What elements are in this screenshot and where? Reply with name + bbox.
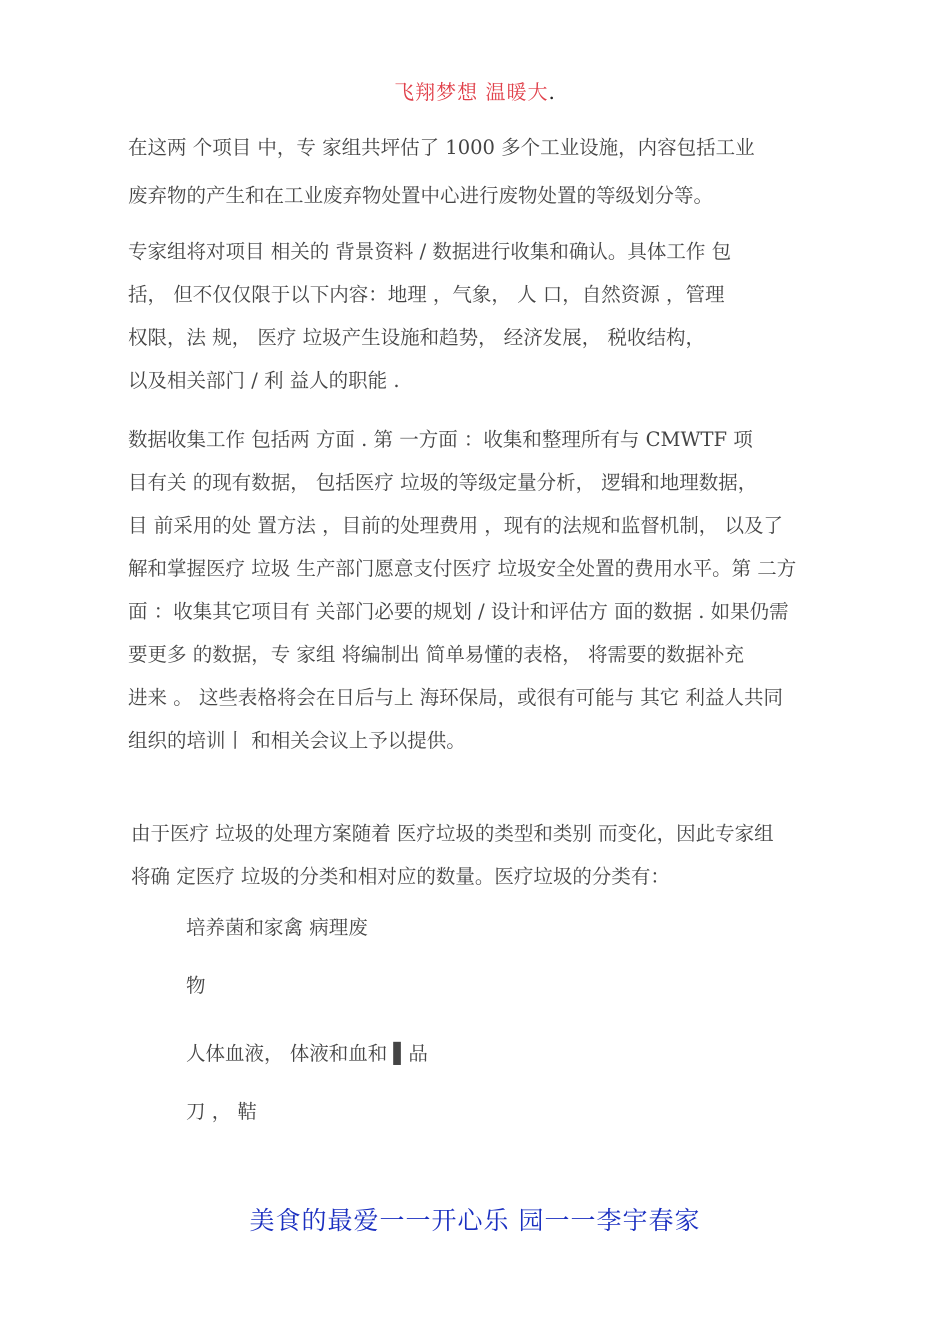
paragraph-data-collection (128, 418, 888, 762)
paragraph-line: 括， 但不仅仅限于以下内容：地理 ，气象， 人 口，自然资源 ，管理 (128, 283, 725, 306)
page-footer: 美食的最爱一一开心乐 园一一李宇春家 (249, 1206, 701, 1235)
paragraph-line: 以及相关部门 / 利 益人的职能 . (128, 369, 400, 392)
paragraph-line: 在这两 个项目 中，专 家组共坪估了 1000 多个工业设施，内容包括工业 (128, 136, 755, 159)
paragraph-line: 组织的培训丨 和相关会议上予以提供。 (128, 729, 466, 752)
paragraph-line: 要更多 的数据，专 家组 将编制出 简单易懂的表格， 将需要的数据补充 (128, 643, 744, 666)
category-item: 培养菌和家禽 病理废 (186, 916, 368, 939)
paragraph-waste-classification (131, 812, 891, 898)
paragraph-line: 由于医疗 垃圾的处理方案随着 医疗垃圾的类型和类别 而变化，因此专家组 (131, 822, 774, 845)
paragraph-line: 数据收集工作 包括两 方面 . 第 一方面 ：收集和整理所有与 CMWTF 项 (128, 428, 753, 451)
category-item: 人体血液， 体液和血和 ▌品 (186, 1042, 428, 1065)
paragraph-line: 面 ：收集其它项目有 关部门必要的规划 / 设计和评估方 面的数据 . 如果仍需 (128, 600, 789, 623)
category-item: 刀 ， 鞊 (186, 1100, 257, 1123)
paragraph-line: 目 前采用的处 置方法 ，目前的处理费用 ，现有的法规和监督机制， 以及了 (128, 514, 783, 537)
header-title: 飞翔梦想 温暖大 (394, 80, 549, 104)
paragraph-line: 废弃物的产生和在工业废弃物处置中心进行废物处置的等级划分等。 (128, 184, 714, 207)
paragraph-line: 将确 定医疗 垃圾的分类和相对应的数量。医疗垃圾的分类有： (131, 865, 670, 888)
paragraph-assessment (128, 124, 888, 220)
paragraph-background-data (128, 230, 888, 402)
paragraph-line: 解和掌握医疗 垃圾 生产部门愿意支付医疗 垃圾安全处置的费用水平。第 二方 (128, 557, 797, 580)
paragraph-line: 专家组将对项目 相关的 背景资料 / 数据进行收集和确认。具体工作 包 (128, 240, 732, 263)
paragraph-line: 权限，法 规， 医疗 垃圾产生设施和趋势， 经济发展， 税收结构， (128, 326, 705, 349)
paragraph-line: 目有关 的现有数据， 包括医疗 垃圾的等级定量分析， 逻辑和地理数据， (128, 471, 758, 494)
paragraph-line: 进来 。 这些表格将会在日后与上 海环保局，或很有可能与 其它 利益人共同 (128, 686, 783, 709)
header-mark: . (548, 80, 556, 104)
page-header (0, 76, 950, 105)
category-item: 物 (186, 974, 206, 997)
